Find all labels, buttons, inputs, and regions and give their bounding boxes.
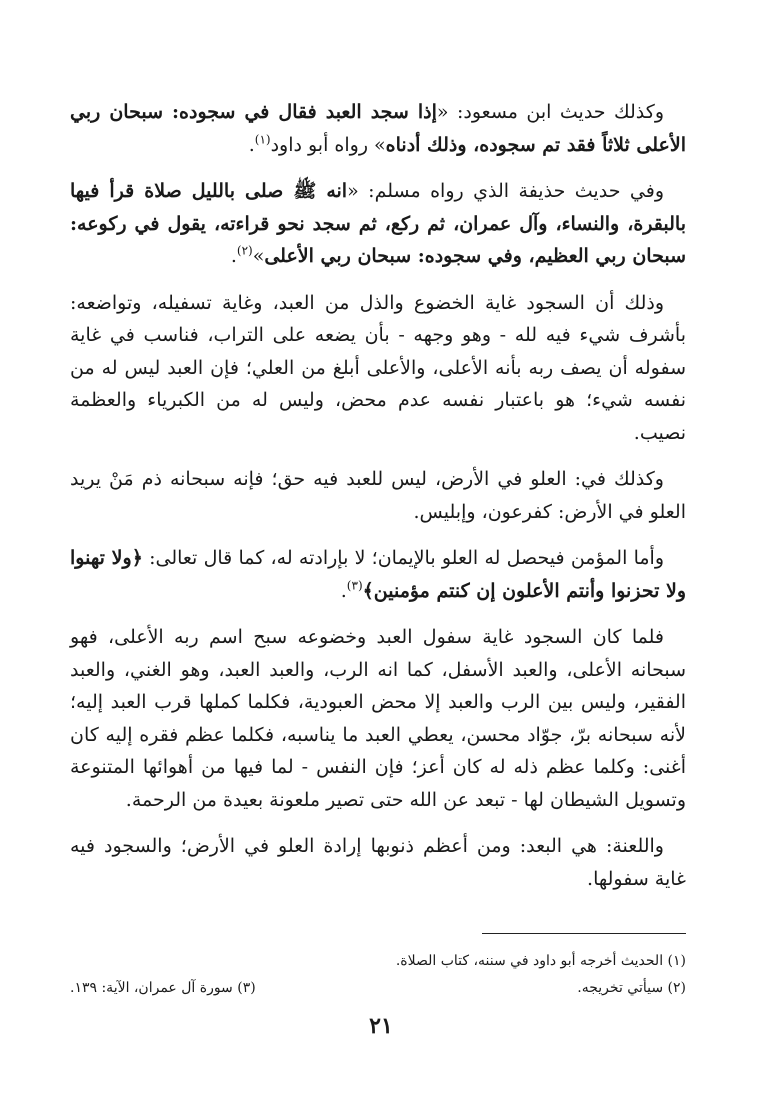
paragraph-text: . xyxy=(248,133,255,156)
paragraph-p2 xyxy=(70,175,686,273)
paragraph-text: فلما كان السجود غاية سفول العبد وخضوعه سبح اسم ربه الأعلى، فهو سبحانه الأعلى، والعبد الأسفل، كما انه الرب، والعبد العبد، وهو الغني، والعبد الفقير، وليس بين الرب والعبد إلا محض العبودية، فكلما كملها قرب العبد إليه؛ لأنه سبحانه برّ، جوّاد محسن، يعطي العبد ما يناسبه، فكلما عظم فقره إليه كان أغنى: وكلما عظم ذله له كان أعز؛ فإن النفس - لما فيها من أهوائها المتنوعة وتسويل الشيطان لها - تبعد عن الله حتى تصير ملعونة بعيدة من الرحمة. xyxy=(70,626,686,811)
paragraph-p4 xyxy=(70,463,686,528)
paragraph-text: وكذلك في: العلو في الأرض، ليس للعبد فيه حق؛ فإنه سبحانه ذم مَنْ يريد العلو في الأرض: كفرعون، وإبليس. xyxy=(70,468,686,523)
footnote-3: (٣) سورة آل عمران، الآية: ١٣٩. xyxy=(70,980,256,996)
paragraph-p1 xyxy=(70,96,686,161)
quoted-text: إذا سجد العبد فقال في سجوده: سبحان ربي الأعلى ثلاثاً فقد تم سجوده، وذلك أدناه xyxy=(70,101,686,156)
footnotes xyxy=(70,948,686,1002)
footnote-marker: (٣) xyxy=(346,578,363,593)
paragraph-p7 xyxy=(70,830,686,895)
paragraph-text: » xyxy=(252,245,265,267)
footnote-1: (١) الحديث أخرجه أبو داود في سننه، كتاب الصلاة. xyxy=(395,953,686,969)
main-text xyxy=(70,96,686,895)
paragraph-p6 xyxy=(70,621,686,816)
paragraph-text: وأما المؤمن فيحصل له العلو بالإيمان؛ لا بإرادته له، كما قال تعالى: xyxy=(142,547,665,569)
footnote-row xyxy=(70,948,686,975)
paragraph-text: . xyxy=(230,245,237,267)
footnote-row xyxy=(70,975,686,1002)
paragraph-text: وذلك أن السجود غاية الخضوع والذل من العبد، وغاية تسفيله، وتواضعه: بأشرف شيء فيه لله - وهو وجهه - بأن يضعه على التراب، فناسب في غاية سفوله أن يصف ربه بأنه الأعلى، والأعلى أبلغ من العلي؛ فإن العبد ليس له من نفسه شيء؛ هو باعتبار نفسه عدم محض، وليس له من الكبرياء والعظمة نصيب. xyxy=(70,291,686,444)
footnote-divider xyxy=(482,933,686,934)
paragraph-text: وكذلك حديث ابن مسعود: « xyxy=(436,101,664,123)
paragraph-text: واللعنة: هي البعد: ومن أعظم ذنوبها إرادة العلو في الأرض؛ والسجود فيه غاية سفولها. xyxy=(70,835,686,890)
footnote-marker: (٢) xyxy=(236,243,253,258)
footnote-2: (٢) سيأتي تخريجه. xyxy=(577,980,686,996)
quoted-text: انه ﷺ صلى بالليل صلاة قرأ فيها بالبقرة، والنساء، وآل عمران، ثم ركع، ثم سجد نحو قراءته، يقول في ركوعه: سبحان ربي العظيم، وفي سجوده: سبحان ربي الأعلى xyxy=(70,180,686,267)
quoted-text: ﴿ولا تهنوا ولا تحزنوا وأنتم الأعلون إن كنتم مؤمنين﴾ xyxy=(70,547,686,602)
paragraph-p3 xyxy=(70,287,686,450)
paragraph-text: وفي حديث حذيفة الذي رواه مسلم: « xyxy=(347,180,664,202)
paragraph-p5 xyxy=(70,542,686,607)
page-number: ٢١ xyxy=(369,1013,393,1039)
footnote-marker: (١) xyxy=(254,132,271,147)
paragraph-text: » رواه أبو داود xyxy=(270,133,386,156)
paragraph-text: . xyxy=(340,579,347,602)
